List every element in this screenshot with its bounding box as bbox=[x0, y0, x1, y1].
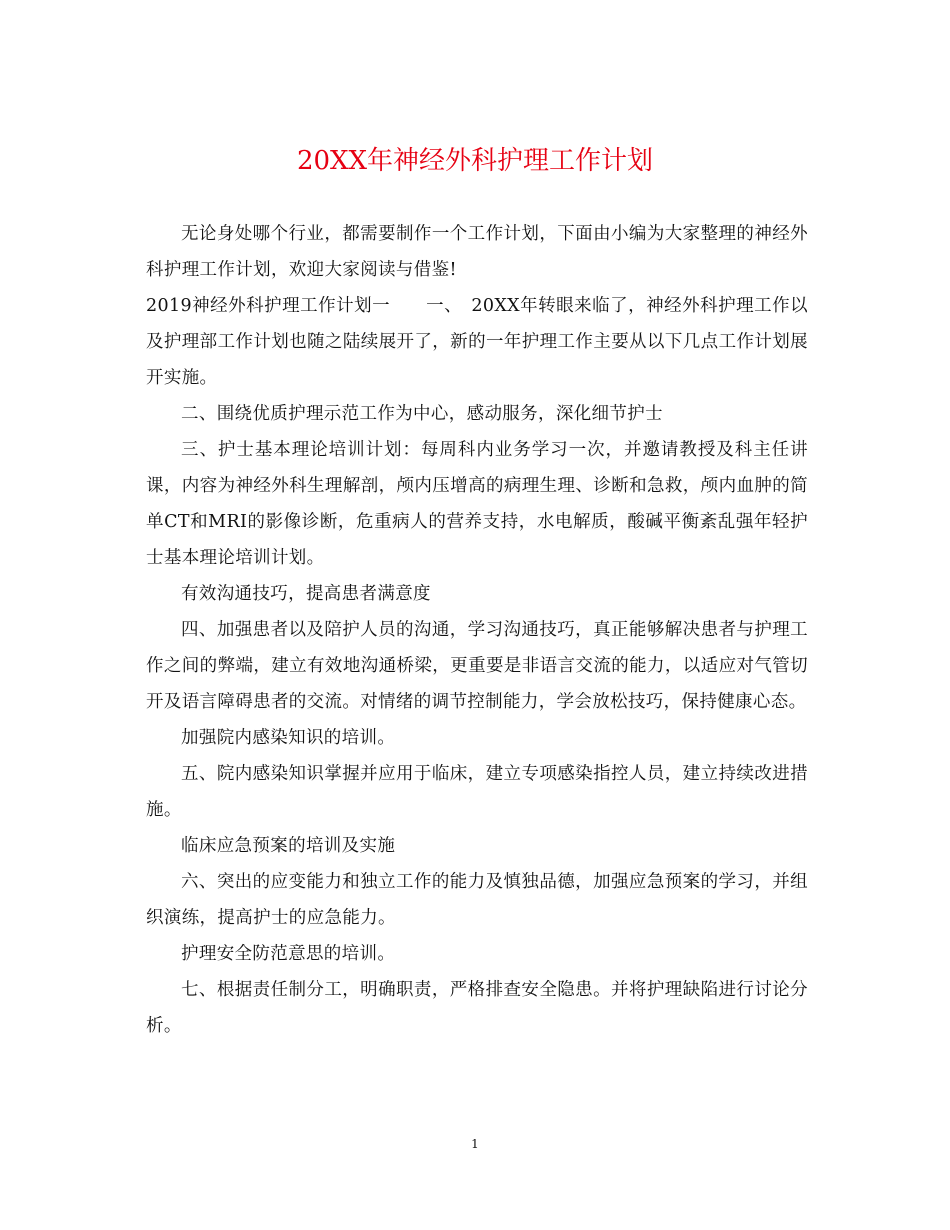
paragraph-section-7: 七、根据责任制分工，明确职责，严格排查安全隐患。并将护理缺陷进行讨论分析。 bbox=[146, 980, 808, 1036]
paragraph-section-6: 六、突出的应变能力和独立工作的能力及慎独品德，加强应急预案的学习，并组织演练，提高护士的应急能力。 bbox=[146, 872, 808, 928]
paragraph-intro: 无论身处哪个行业，都需要制作一个工作计划，下面由小编为大家整理的神经外科护理工作计划，欢迎大家阅读与借鉴! bbox=[146, 224, 808, 280]
document-body bbox=[146, 216, 808, 1044]
paragraph-subheading-emergency: 临床应急预案的培训及实施 bbox=[181, 836, 396, 856]
paragraph-section-4: 四、加强患者以及陪护人员的沟通，学习沟通技巧，真正能够解决患者与护理工作之间的弊端，建立有效地沟通桥梁，更重要是非语言交流的能力，以适应对气管切开及语言障碍患者的交流。对情绪的调节控制能力，学会放松技巧，保持健康心态。 bbox=[146, 620, 808, 712]
paragraph-subheading-communication: 有效沟通技巧，提高患者满意度 bbox=[181, 584, 431, 604]
paragraph-section-3: 三、护士基本理论培训计划：每周科内业务学习一次，并邀请教授及科主任讲课，内容为神经外科生理解剖，颅内压增高的病理生理、诊断和急救，颅内血肿的简单CT和MRI的影像诊断，危重病人的营养支持，水电解质，酸碱平衡紊乱强年轻护士基本理论培训计划。 bbox=[146, 440, 808, 568]
document-title: 20XX年神经外科护理工作计划 bbox=[296, 146, 654, 176]
paragraph-section-5: 五、院内感染知识掌握并应用于临床，建立专项感染指控人员，建立持续改进措施。 bbox=[146, 764, 808, 820]
paragraph-plan-heading: 2019神经外科护理工作计划一 一、 20XX年转眼来临了，神经外科护理工作以及护理部工作计划也随之陆续展开了，新的一年护理工作主要从以下几点工作计划展开实施。 bbox=[146, 296, 808, 388]
page-number: 1 bbox=[471, 1137, 479, 1151]
paragraph-subheading-safety: 护理安全防范意思的培训。 bbox=[181, 944, 396, 964]
paragraph-section-2: 二、围绕优质护理示范工作为中心，感动服务，深化细节护士 bbox=[181, 404, 663, 424]
paragraph-subheading-infection: 加强院内感染知识的培训。 bbox=[181, 728, 396, 748]
